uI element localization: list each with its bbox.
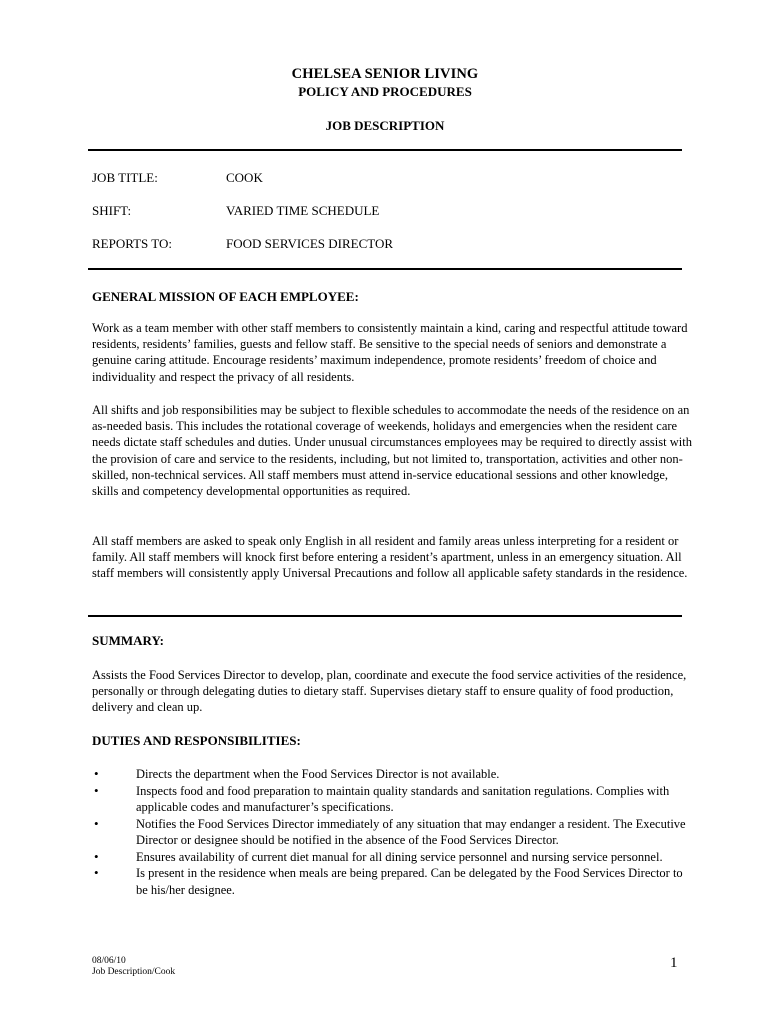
reports-to-label: REPORTS TO: — [92, 236, 173, 251]
duty-text: Ensures availability of current diet manual for all dining service personnel and nursing service personnel. — [136, 849, 663, 864]
list-item — [92, 783, 692, 816]
page-number: 1 — [670, 955, 678, 971]
duty-text: Directs the department when the Food Services Director is not available. — [136, 767, 500, 781]
org-title: CHELSEA SENIOR LIVING — [291, 66, 479, 82]
policy-subtitle: POLICY AND PROCEDURES — [298, 84, 472, 99]
duty-text: Is present in the residence when meals are being prepared. Can be delegated by the Food Services Director to be his/her designee. — [136, 866, 683, 897]
duty-text: Inspects food and food preparation to maintain quality standards and sanitation regulations. Complies with applicable codes and manufacturer’s specifications. — [136, 783, 670, 814]
top-rule — [88, 149, 682, 151]
mission-bottom-rule — [88, 615, 682, 617]
footer-doc-name: Job Description/Cook — [92, 967, 176, 977]
summary-text: Assists the Food Services Director to develop, plan, coordinate and execute the food service activities of the residence, personally or through delegating duties to dietary staff. Supervises dietary staff to ensure quality of food production, delivery and clean up. — [92, 668, 687, 715]
duties-list — [92, 766, 692, 898]
reports-to-value: FOOD SERVICES DIRECTOR — [226, 236, 394, 251]
duty-text: Notifies the Food Services Director immediately of any situation that may endanger a resident. The Executive Director or designee should be notified in the absence of the Food Services Director. — [136, 816, 686, 847]
doc-type-title: JOB DESCRIPTION — [325, 118, 445, 133]
list-item — [92, 865, 692, 898]
bullet-icon: • — [94, 865, 99, 880]
job-title-value: COOK — [226, 170, 263, 185]
duties-heading: DUTIES AND RESPONSIBILITIES: — [92, 733, 301, 748]
bullet-icon: • — [94, 815, 99, 831]
bullet-icon: • — [94, 782, 99, 798]
shift-label: SHIFT: — [92, 203, 132, 218]
bullet-icon: • — [94, 766, 99, 781]
list-item — [92, 849, 692, 866]
mission-heading: GENERAL MISSION OF EACH EMPLOYEE: — [92, 289, 359, 304]
info-bottom-rule — [88, 268, 682, 270]
list-item — [92, 816, 692, 849]
mission-paragraph-3: All staff members are asked to speak only English in all resident and family areas unless interpreting for a resident or family. All staff members will knock first before entering a resident’s apartment, unless in an emergency situation. All staff members will consistently apply Universal Precautions and follow all applicable safety standards in the residence. — [92, 534, 688, 581]
summary-heading: SUMMARY: — [92, 633, 165, 648]
shift-value: VARIED TIME SCHEDULE — [226, 203, 380, 218]
bullet-icon: • — [94, 848, 99, 864]
list-item — [92, 766, 692, 783]
footer-date: 08/06/10 — [92, 956, 126, 966]
mission-paragraph-1: Work as a team member with other staff members to consistently maintain a kind, caring and respectful attitude toward residents, residents’ families, guests and fellow staff. Be sensitive to the special needs of seniors and demonstrate a genuine caring attitude. Encourage residents’ maximum independence, promote residents’ freedom of choice and individuality and respect the privacy of all residents. — [92, 321, 688, 384]
job-title-label: JOB TITLE: — [92, 170, 158, 185]
mission-paragraph-2: All shifts and job responsibilities may be subject to flexible schedules to accommodate the needs of the residence on an as-needed basis. This includes the rotational coverage of weekends, holidays and emergencies when the resident care needs dictate staff schedules and duties. Under unusual circumstances employees may be required to directly assist with the provision of care and service to the residents, including, but not limited to, transportation, activities and other non-skilled, non-technical services. All staff members must attend in-service educational sessions and other knowledge, skills and competency developmental opportunities as required. — [92, 403, 692, 499]
